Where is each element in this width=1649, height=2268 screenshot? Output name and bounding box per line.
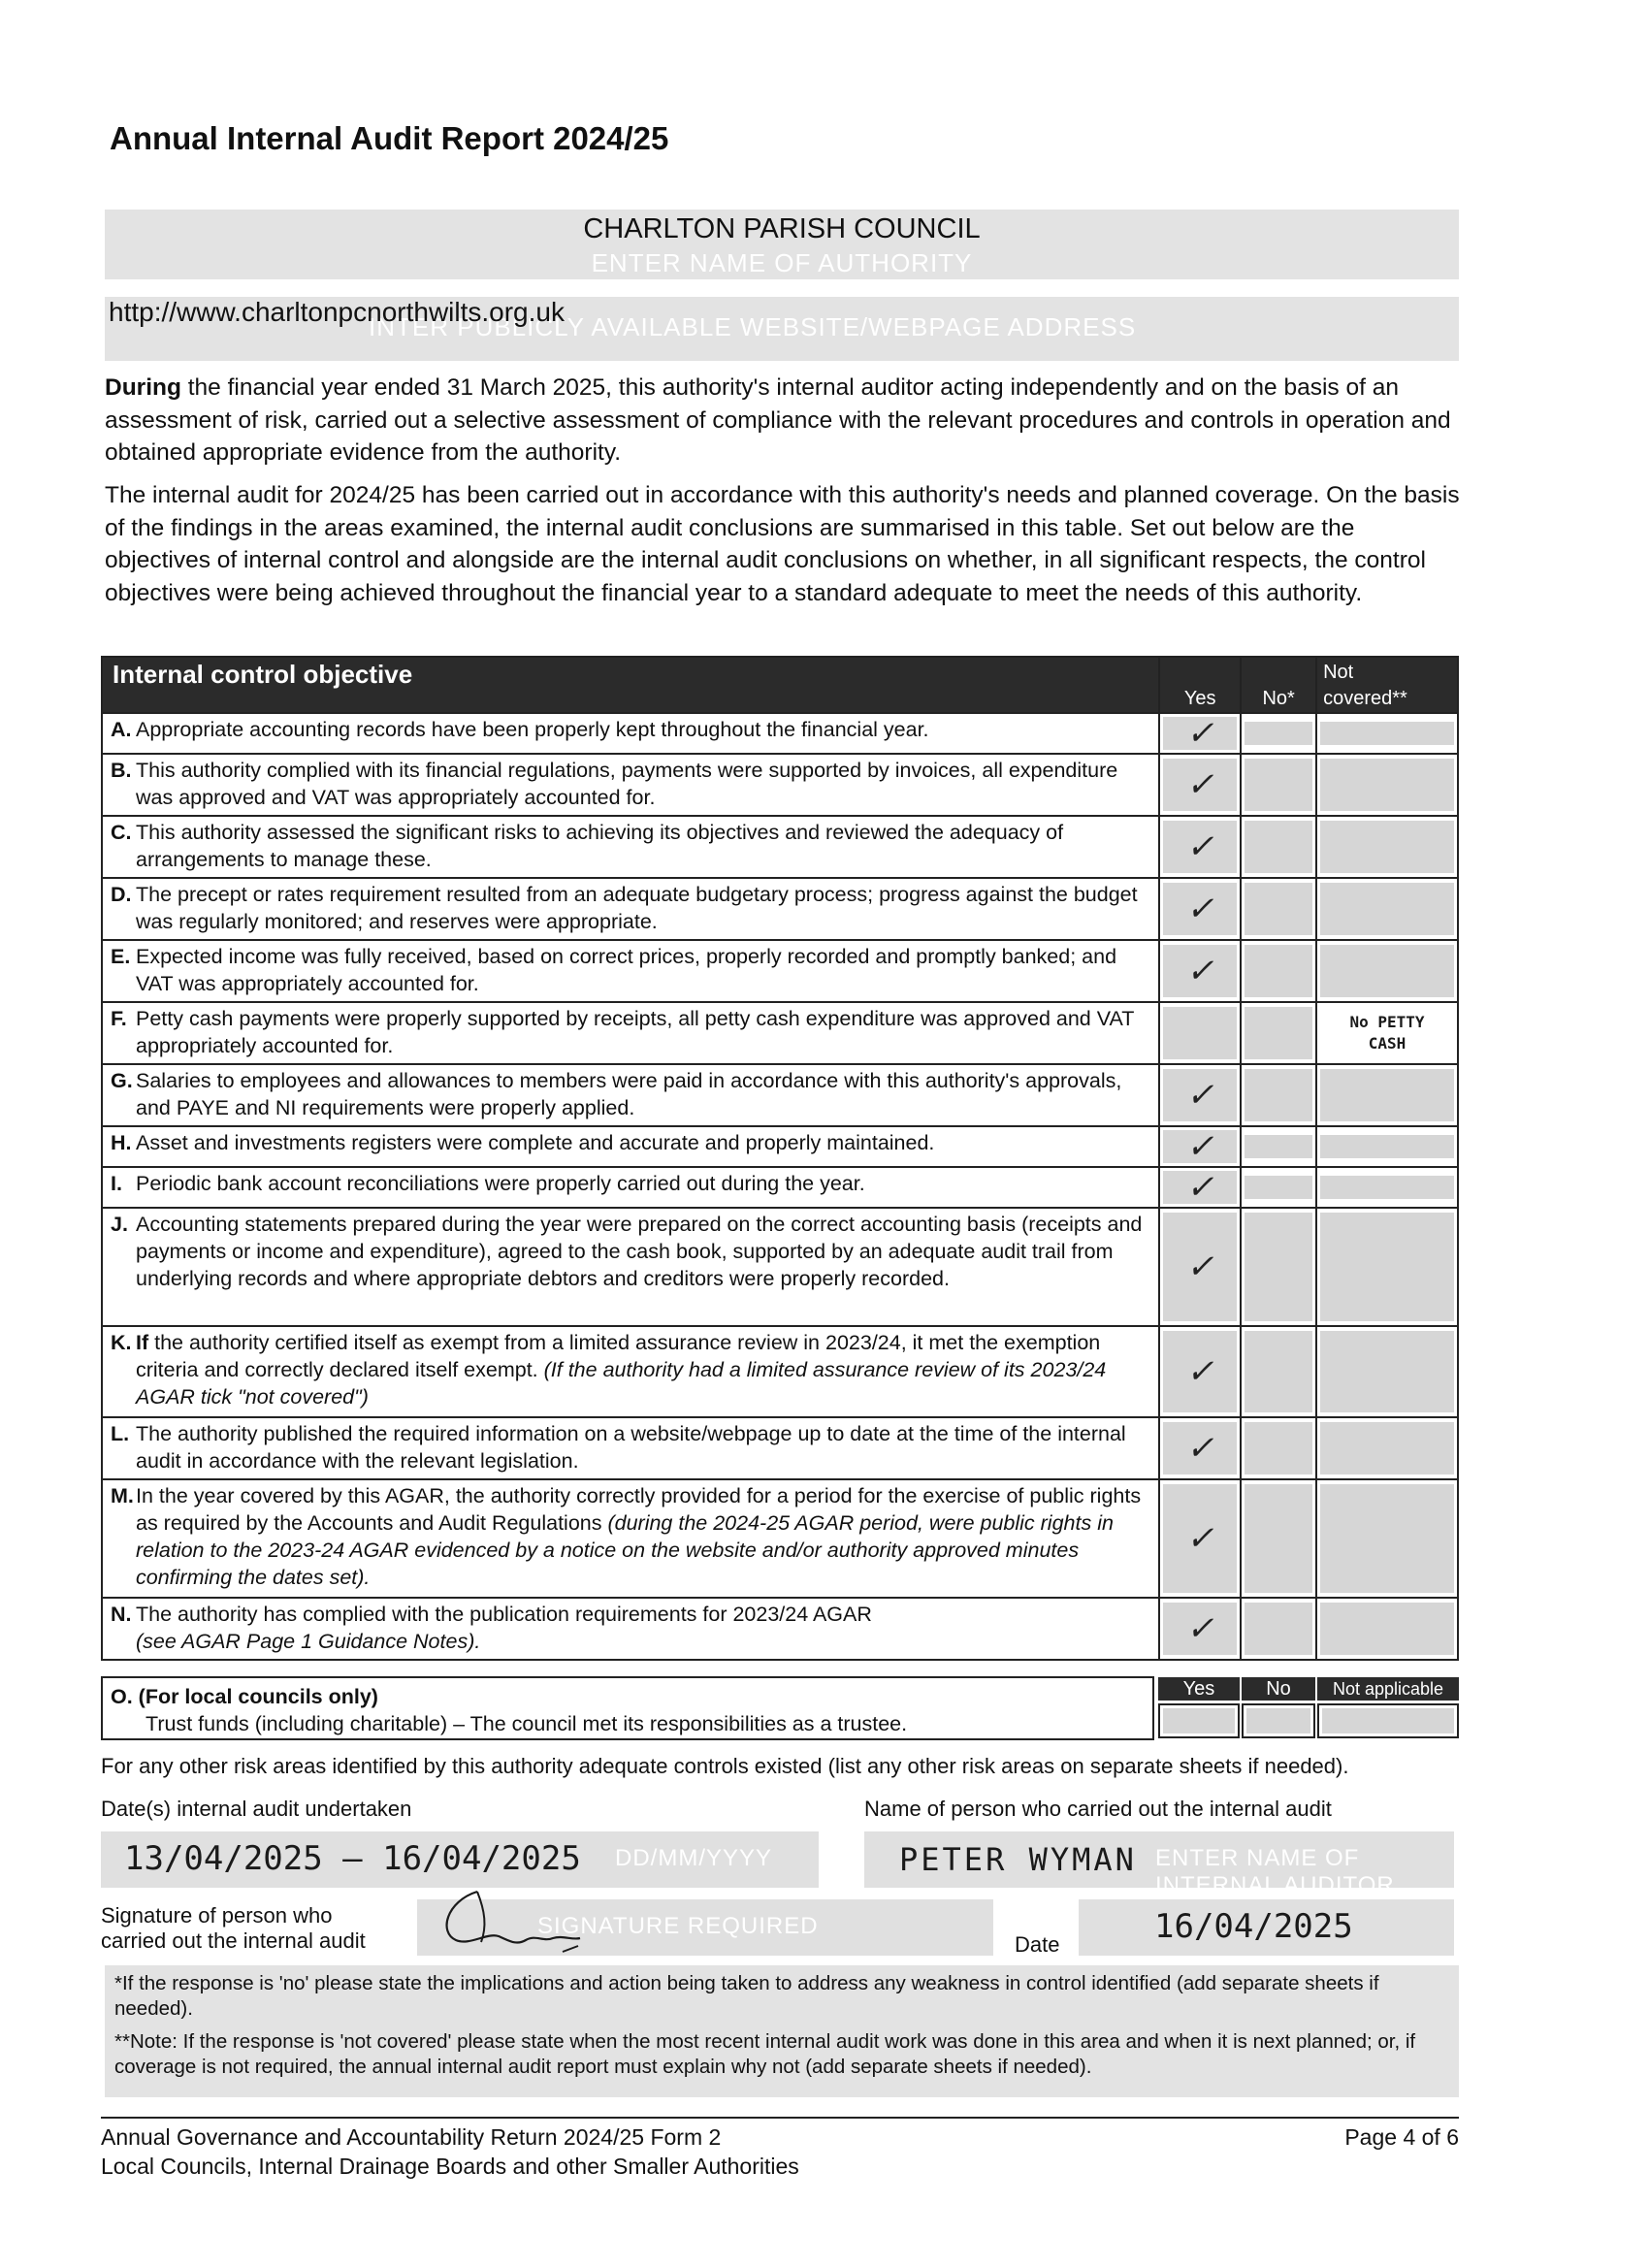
objective-text-italic: (see AGAR Page 1 Guidance Notes). [136,1630,481,1653]
other-risk-statement: For any other risk areas identified by this authority adequate controls existed (list any other risk areas on separate sheets if needed). [101,1754,1349,1778]
intro-paragraph-1 [105,372,1463,470]
objective-text: Expected income was fully received, based on correct prices, properly recorded and promptly banked; and VAT was appropriately accounted for. [136,945,1117,995]
tick-mark: ✓ [1185,1076,1214,1115]
objective-cell [102,754,1159,816]
objective-text-italic: (If the authority had a limited assurance review of its 2023/24 AGAR tick "not covered") [136,1358,1107,1409]
no-checkbox[interactable] [1241,1417,1316,1479]
authority-name: CHARLTON PARISH COUNCIL [583,213,981,244]
objective-text: Salaries to employees and allowances to members were paid in accordance with this authority's approvals, and PAYE and NI requirements were properly applied. [136,1069,1122,1119]
objective-text-bold: If [136,1331,149,1354]
row-o-na-checkbox[interactable] [1317,1703,1459,1738]
no-checkbox[interactable] [1241,713,1316,754]
objective-cell [102,1064,1159,1126]
yes-checkbox[interactable] [1159,713,1241,754]
yes-checkbox[interactable] [1159,1208,1241,1326]
objective-cell [102,1126,1159,1167]
objective-text-italic: (during the 2024-25 AGAR period, were public rights in relation to the 2023-24 AGAR evidenced by a notice on the website and/or authority approved minutes confirming the dates set). [136,1511,1114,1589]
table-row [102,816,1458,878]
tick-mark: ✓ [1185,1609,1214,1648]
objective-letter: I. [111,1172,122,1195]
tick-mark: ✓ [1185,1168,1214,1207]
objective-text-main: The authority has complied with the publication requirements for 2023/24 AGAR [136,1603,872,1626]
website-field[interactable] [105,297,1459,361]
dates-placeholder: DD/MM/YYYY [615,1845,773,1871]
no-checkbox[interactable] [1241,1598,1316,1660]
no-checkbox[interactable] [1241,816,1316,878]
no-checkbox[interactable] [1241,1064,1316,1126]
objective-letter: L. [111,1422,130,1445]
not-covered-note [1320,1012,1454,1054]
objective-text-main: In the year covered by this AGAR, the authority correctly provided for a period for the exercise of public rights as required by the Accounts and Audit Regulations [136,1484,1142,1535]
objective-text: Accounting statements prepared during the year were prepared on the correct accounting basis (receipts and payments or income and expenditure), agreed to the cash book, supported by an adequate audit trail from underlying records and where appropriate debtors and creditors were properly recorded. [136,1213,1143,1290]
page-number: Page 4 of 6 [1344,2124,1459,2150]
tick-mark: ✓ [1185,714,1214,753]
not-covered-checkbox[interactable] [1316,754,1458,816]
objective-text: Petty cash payments were properly supported by receipts, all petty cash expenditure was approved and VAT appropriately accounted for. [136,1007,1134,1057]
signature-label-line2: carried out the internal audit [101,1928,366,1953]
objective-cell [102,1479,1159,1598]
intro-lead: During [105,374,181,401]
not-covered-checkbox[interactable] [1316,878,1458,940]
table-row [102,1417,1458,1479]
objective-cell [102,713,1159,754]
table-header-not-covered-line2: covered** [1323,688,1407,709]
signature-date-label: Date [1015,1932,1060,1957]
page-title: Annual Internal Audit Report 2024/25 [110,120,669,156]
table-row [102,1598,1458,1660]
tick-mark: ✓ [1185,952,1214,990]
authority-name-placeholder: ENTER NAME OF AUTHORITY [591,248,973,277]
yes-checkbox[interactable] [1159,1417,1241,1479]
yes-checkbox[interactable] [1159,1002,1241,1064]
objective-cell [102,1002,1159,1064]
footer-line2: Local Councils, Internal Drainage Boards and other Smaller Authorities [101,2154,799,2179]
row-o-text: Trust funds (including charitable) – The council met its responsibilities as a trustee. [146,1712,908,1735]
row-o-yes-checkbox[interactable] [1158,1703,1240,1738]
website-url: http://www.charltonpcnorthwilts.org.uk [109,297,565,327]
objective-cell [102,1208,1159,1326]
objective-cell [102,1326,1159,1417]
objective-text: The precept or rates requirement resulted from an adequate budgetary process; progress against the budget was regularly monitored; and reserves were appropriate. [136,883,1138,933]
not-covered-checkbox[interactable] [1316,816,1458,878]
not-covered-checkbox[interactable] [1316,713,1458,754]
table-row [102,940,1458,1002]
auditor-placeholder: ENTER NAME OF INTERNAL AUDITOR [1155,1845,1395,1898]
objective-letter: H. [111,1131,132,1154]
table-row [102,713,1458,754]
not-covered-checkbox[interactable] [1316,1208,1458,1326]
note-not-covered: **Note: If the response is 'not covered' please state when the most recent internal audit work was done in this area and when it is next planned; or, if coverage is not required, the annual internal audit report must explain why not (add separate sheets if needed). [114,2030,1416,2078]
signature-drawing [417,1882,640,1963]
objective-letter: G. [111,1069,133,1092]
no-checkbox[interactable] [1241,754,1316,816]
tick-mark: ✓ [1185,827,1214,866]
tick-mark: ✓ [1185,1127,1214,1166]
table-row [102,1126,1458,1167]
row-o-no-checkbox[interactable] [1242,1703,1315,1738]
yes-checkbox[interactable] [1159,1326,1241,1417]
no-checkbox[interactable] [1241,1326,1316,1417]
objective-letter: A. [111,718,132,741]
tick-mark: ✓ [1185,1519,1214,1558]
signature-placeholder: SIGNATURE REQUIRED [537,1913,819,1939]
signature-label-line1: Signature of person who [101,1903,333,1928]
dates-field[interactable] [101,1831,819,1888]
table-row [102,1208,1458,1326]
yes-checkbox[interactable] [1159,1126,1241,1167]
not-covered-checkbox[interactable] [1316,1126,1458,1167]
table-header-not-covered [1316,657,1458,713]
signature-date-field[interactable] [1079,1899,1454,1956]
row-o-label [101,1676,1154,1740]
not-covered-checkbox[interactable] [1316,1417,1458,1479]
yes-checkbox[interactable] [1159,1479,1241,1598]
objective-text: This authority assessed the significant risks to achieving its objectives and reviewed the adequacy of arrangements to manage these. [136,821,1064,871]
objective-cell [102,940,1159,1002]
objective-text [136,1482,1150,1591]
objective-text [136,1329,1150,1410]
tick-mark: ✓ [1185,765,1214,804]
row-o-header-no: No [1242,1677,1315,1701]
table-row [102,754,1458,816]
objective-text: This authority complied with its financial regulations, payments were supported by invoices, all expenditure was approved and VAT was appropriately accounted for. [136,759,1118,809]
no-checkbox[interactable] [1241,1167,1316,1208]
yes-checkbox[interactable] [1159,878,1241,940]
objective-text [136,1601,1150,1655]
tick-mark: ✓ [1185,1352,1214,1391]
tick-mark: ✓ [1185,1247,1214,1286]
table-row [102,1064,1458,1126]
objective-letter: M. [111,1484,134,1507]
table-row [102,1167,1458,1208]
no-checkbox[interactable] [1241,1002,1316,1064]
note-no: *If the response is 'no' please state the implications and action being taken to address any weakness in control identified (add separate sheets if needed). [114,1972,1379,2020]
internal-control-table [101,656,1459,1661]
not-covered-checkbox[interactable] [1316,1598,1458,1660]
table-row [102,1326,1458,1417]
objective-letter: B. [111,759,132,782]
objective-letter: E. [111,945,131,968]
objective-cell [102,1598,1159,1660]
no-checkbox[interactable] [1241,878,1316,940]
objective-cell [102,1167,1159,1208]
objective-text-main: the authority certified itself as exempt from a limited assurance review in 2023/24, it met the exemption criteria and correctly declared itself exempt. [136,1331,1101,1381]
intro-rest: the financial year ended 31 March 2025, this authority's internal auditor acting independently and on the basis of an assessment of risk, carried out a selective assessment of compliance with the relevant procedures and controls in operation and obtained appropriate evidence from the authority. [105,374,1451,466]
signature-field[interactable] [417,1899,993,1956]
table-row [102,1479,1458,1598]
yes-checkbox[interactable] [1159,940,1241,1002]
not-covered-checkbox[interactable] [1316,1326,1458,1417]
row-o-header-yes: Yes [1158,1677,1240,1701]
not-covered-checkbox[interactable] [1316,1167,1458,1208]
auditor-value: PETER WYMAN [899,1841,1137,1878]
website-placeholder: INTER PUBLICLY AVAILABLE WEBSITE/WEBPAGE ADDRESS [369,312,1137,341]
objective-cell [102,1417,1159,1479]
row-o-header-na: Not applicable [1317,1677,1459,1701]
yes-checkbox[interactable] [1159,816,1241,878]
objective-cell [102,816,1159,878]
objective-letter: F. [111,1007,127,1030]
objective-text: Appropriate accounting records have been properly kept throughout the financial year. [136,718,929,741]
signature-date-value: 16/04/2025 [1154,1907,1353,1946]
objective-cell [102,878,1159,940]
table-header-no: No* [1241,657,1316,713]
objective-letter: N. [111,1603,132,1626]
yes-checkbox[interactable] [1159,1598,1241,1660]
not-covered-note-line2: CASH [1368,1034,1406,1053]
tick-mark: ✓ [1185,890,1214,928]
not-covered-note-line1: No PETTY [1349,1013,1425,1031]
table-header-not-covered-line1: Not [1323,662,1354,683]
row-o-title: O. (For local councils only) [111,1685,378,1708]
no-checkbox[interactable] [1241,1208,1316,1326]
objective-letter: D. [111,883,132,906]
table-row [102,878,1458,940]
table-header-yes: Yes [1159,657,1241,713]
not-covered-checkbox[interactable] [1316,940,1458,1002]
objective-letter: C. [111,821,132,844]
auditor-label: Name of person who carried out the internal audit [864,1797,1332,1821]
tick-mark: ✓ [1185,1429,1214,1468]
no-checkbox[interactable] [1241,1126,1316,1167]
yes-checkbox[interactable] [1159,1167,1241,1208]
notes-box [105,1965,1459,2097]
table-header-objective: Internal control objective [102,657,1159,713]
footer-line1: Annual Governance and Accountability Return 2024/25 Form 2 [101,2124,722,2150]
not-covered-checkbox[interactable] [1316,1479,1458,1598]
yes-checkbox[interactable] [1159,754,1241,816]
dates-value: 13/04/2025 – 16/04/2025 [124,1839,581,1878]
dates-label: Date(s) internal audit undertaken [101,1797,412,1821]
no-checkbox[interactable] [1241,1479,1316,1598]
objective-text: Asset and investments registers were complete and accurate and properly maintained. [136,1131,935,1154]
no-checkbox[interactable] [1241,940,1316,1002]
table-row [102,1002,1458,1064]
auditor-field[interactable] [864,1831,1454,1898]
not-covered-checkbox[interactable] [1316,1064,1458,1126]
objective-letter: J. [111,1213,128,1236]
not-covered-checkbox[interactable] [1316,1002,1458,1064]
objective-text: Periodic bank account reconciliations were properly carried out during the year. [136,1172,865,1195]
yes-checkbox[interactable] [1159,1064,1241,1126]
page-footer [101,2117,1459,2181]
signature-label [101,1903,366,1954]
intro-paragraph-2: The internal audit for 2024/25 has been carried out in accordance with this authority's needs and planned coverage. On the basis of the findings in the areas examined, the internal audit conclusions are summarised in this table. Set out below are the objectives of internal control and alongside are the internal audit conclusions on whether, in all significant respects, the control objectives were being achieved throughout the financial year to a standard adequate to meet the needs of this authority. [105,482,1460,606]
authority-name-field[interactable] [105,210,1459,279]
objective-letter: K. [111,1331,132,1354]
objective-text: The authority published the required information on a website/webpage up to date at the time of the internal audit in accordance with the relevant legislation. [136,1422,1126,1473]
